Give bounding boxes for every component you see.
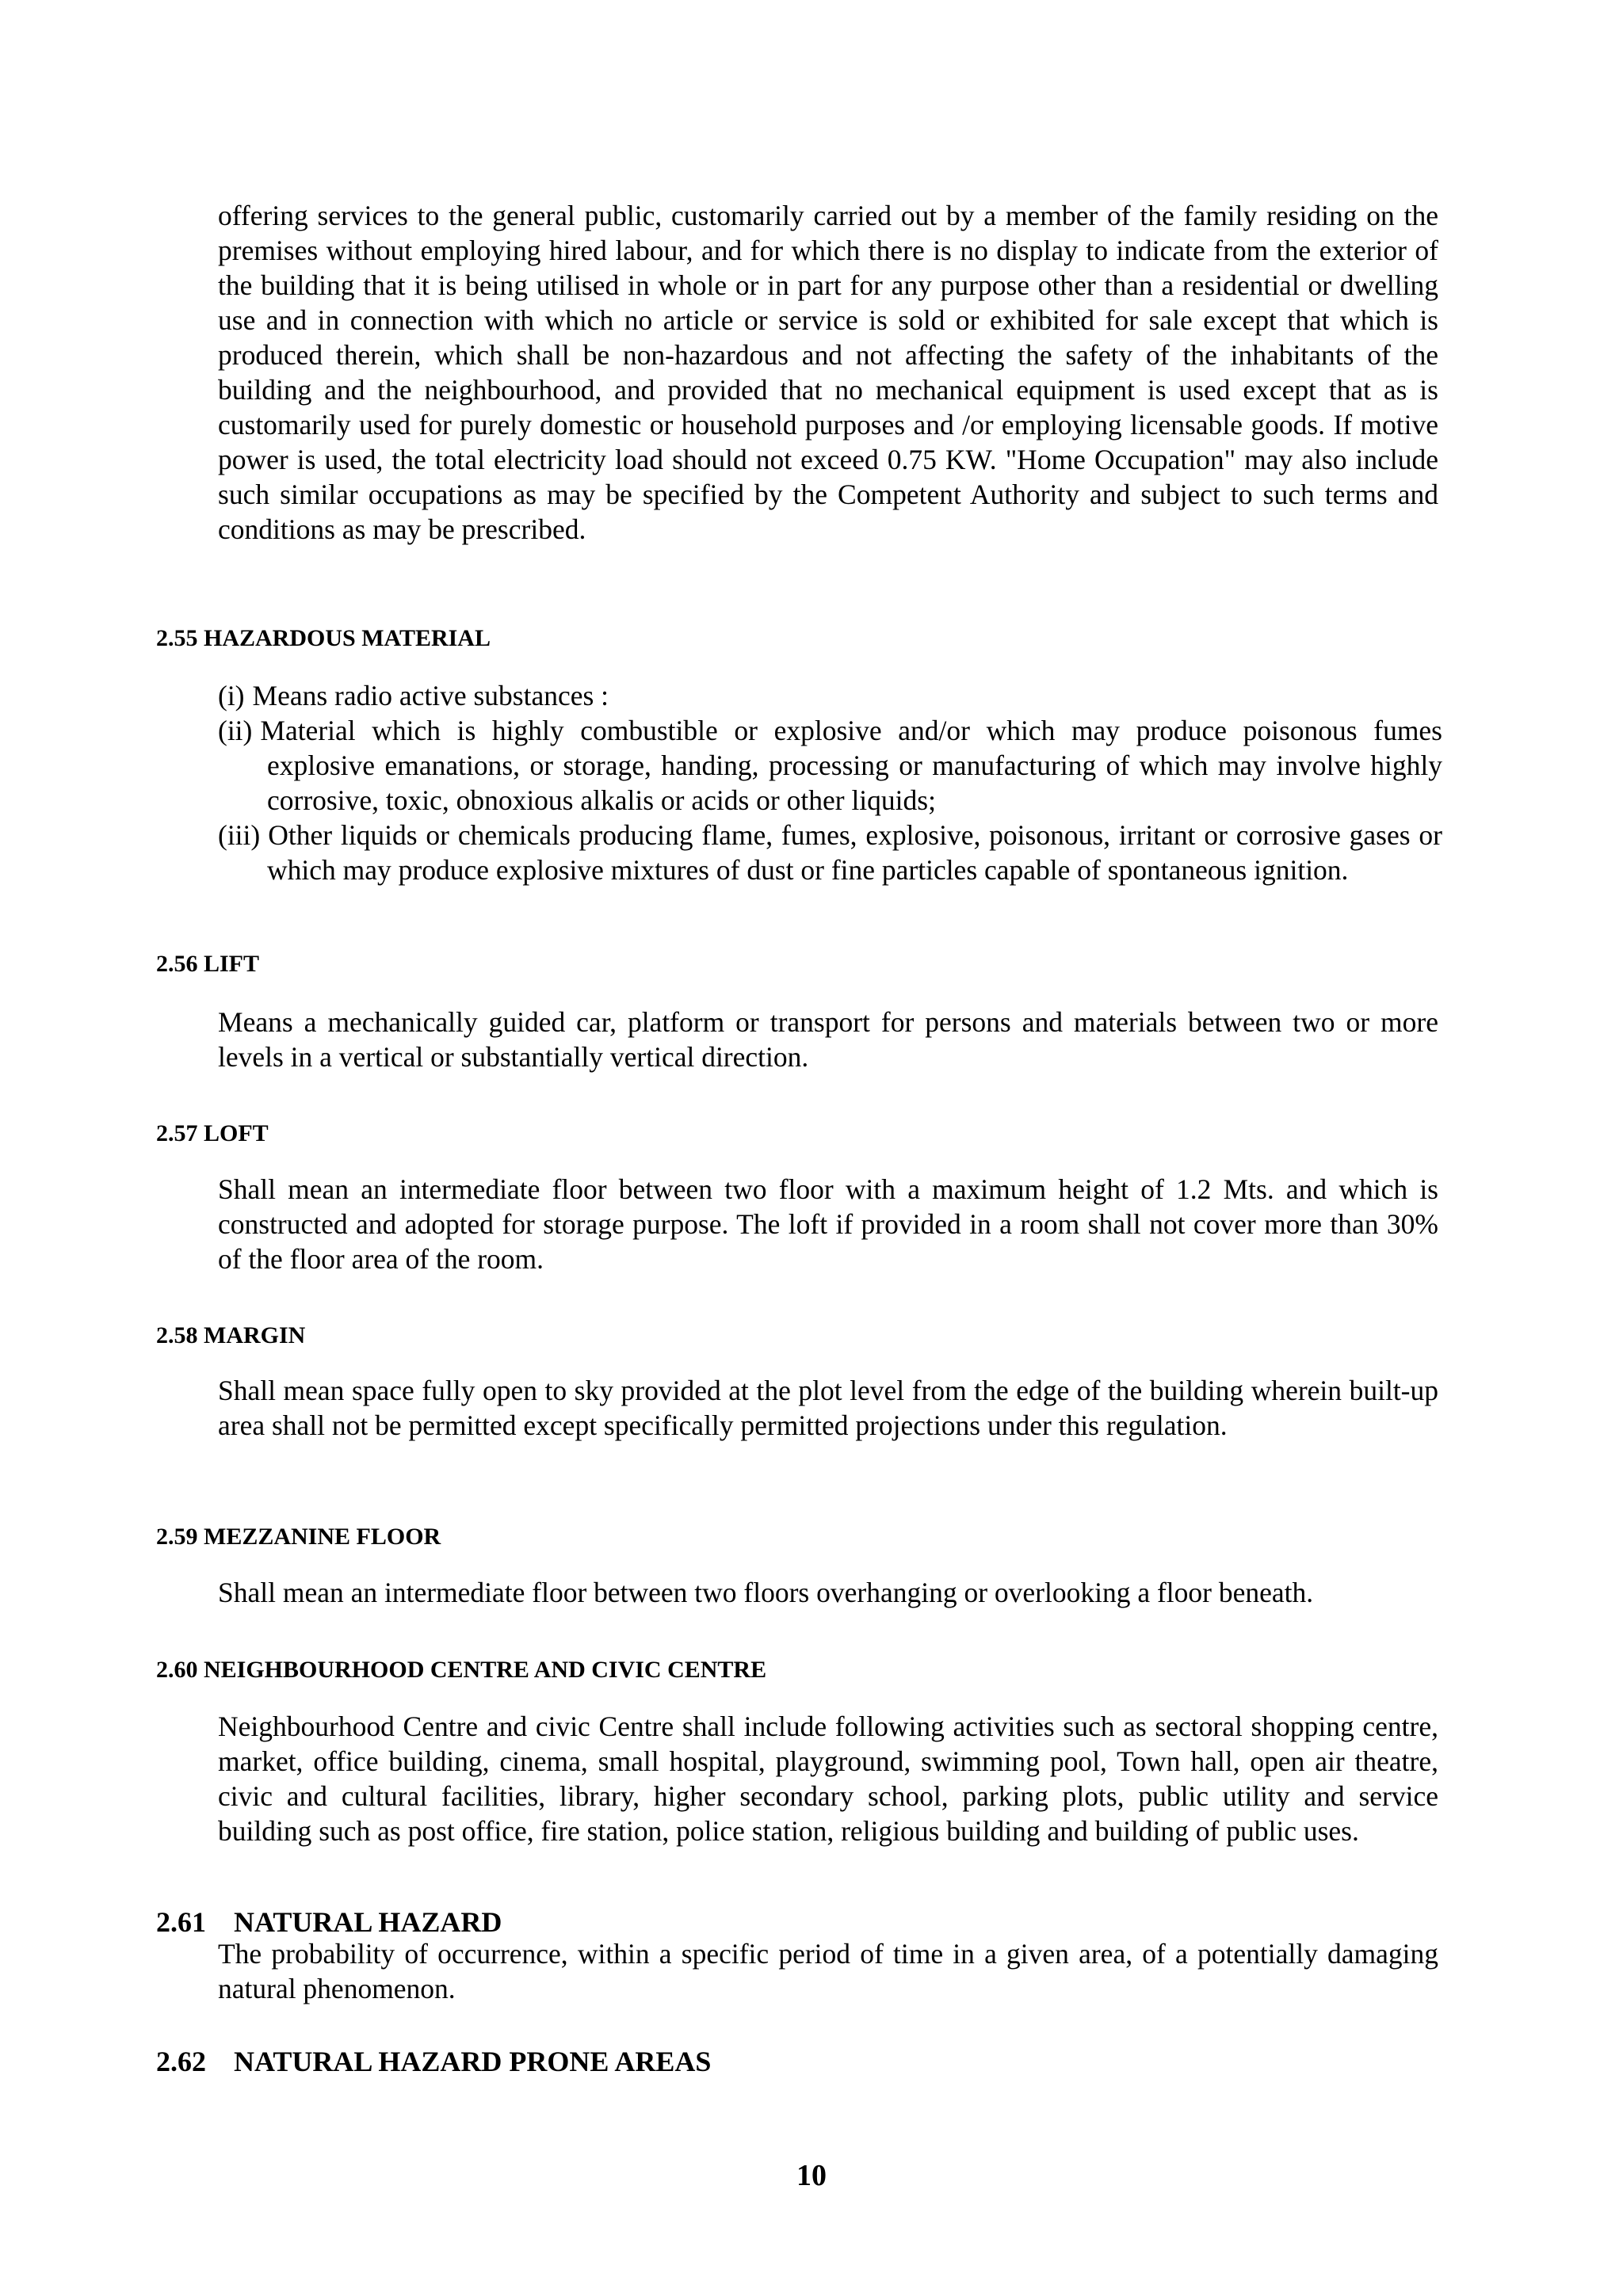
section-body-2-56: Means a mechanically guided car, platform or transport for persons and materials between two or more levels in a vertical or substantially vertical direction. bbox=[218, 1006, 1438, 1073]
section-heading-2-62 bbox=[156, 2044, 711, 2079]
section-body-2-60: Neighbourhood Centre and civic Centre shall include following activities such as sectoral shopping centre, market, office building, cinema, small hospital, playground, swimming pool, Town hall, open air theatre, civic and cultural facilities, library, higher secondary school, parking plots, public utility and service building such as post office, fire station, police station, religious building and building of public uses. bbox=[218, 1711, 1438, 1847]
list-item bbox=[218, 818, 1442, 887]
section-number: 2.62 bbox=[156, 2046, 206, 2077]
list-item bbox=[218, 713, 1442, 818]
intro-paragraph: offering services to the general public, customarily carried out by a member of the family residing on the premises without employing hired labour, and for which there is no display to indicate from the exterior of the building that it is being utilised in whole or in part for any purpose other than a residential or dwelling use and in connection with which no article or service is sold or exhibited for sale except that which is produced therein, which shall be non-hazardous and not affecting the safety of the inhabitants of the building and the neighbourhood, and provided that no mechanical equipment is used except that as is customarily used for purely domestic or household purposes and /or employing licensable goods. If motive power is used, the total electricity load should not exceed 0.75 KW. "Home Occupation" may also include such similar occupations as may be specified by the Competent Authority and subject to such terms and conditions as may be prescribed. bbox=[218, 200, 1438, 545]
section-body-2-61: The probability of occurrence, within a specific period of time in a given area, of a potentially damaging natural phenomenon. bbox=[218, 1938, 1438, 2004]
section-heading-2-61 bbox=[156, 1905, 502, 1939]
section-body-2-57: Shall mean an intermediate floor between two floor with a maximum height of 1.2 Mts. and which is constructed and adopted for storage purpose. The loft if provided in a room shall not cover more than 30% of the floor area of the room. bbox=[218, 1173, 1438, 1275]
page-number: 10 bbox=[796, 2159, 827, 2192]
section-heading-2-57: 2.57 LOFT bbox=[156, 1120, 269, 1146]
hazardous-material-list bbox=[218, 678, 1442, 887]
section-heading-2-59: 2.59 MEZZANINE FLOOR bbox=[156, 1524, 441, 1550]
list-item bbox=[218, 678, 1442, 713]
section-body-2-59: Shall mean an intermediate floor between two floors overhanging or overlooking a floor beneath. bbox=[218, 1577, 1314, 1608]
list-item-text: Other liquids or chemicals producing flame, fumes, explosive, poisonous, irritant or corrosive gases or which may produce explosive mixtures of dust or fine particles capable of spontaneous ignition. bbox=[267, 819, 1442, 886]
section-heading-2-58: 2.58 MARGIN bbox=[156, 1322, 306, 1348]
list-item-text: Material which is highly combustible or explosive and/or which may produce poisonous fumes explosive emanations, or storage, handing, processing or manufacturing of which may involve highly corrosive, toxic, obnoxious alkalis or acids or other liquids; bbox=[260, 715, 1442, 816]
section-heading-2-60: 2.60 NEIGHBOURHOOD CENTRE AND CIVIC CENTRE bbox=[156, 1657, 767, 1683]
section-heading-2-55: 2.55 HAZARDOUS MATERIAL bbox=[156, 625, 491, 651]
section-body-2-58: Shall mean space fully open to sky provided at the plot level from the edge of the building wherein built-up area shall not be permitted except specifically permitted projections under this regulation. bbox=[218, 1375, 1438, 1441]
section-number: 2.61 bbox=[156, 1906, 206, 1938]
list-marker: (i) bbox=[218, 680, 245, 711]
list-marker: (ii) bbox=[218, 715, 253, 746]
section-title: NATURAL HAZARD PRONE AREAS bbox=[234, 2046, 712, 2077]
section-title: NATURAL HAZARD bbox=[234, 1906, 502, 1938]
list-marker: (iii) bbox=[218, 819, 261, 851]
list-item-text: Means radio active substances : bbox=[252, 680, 609, 711]
section-heading-2-56: 2.56 LIFT bbox=[156, 951, 260, 977]
